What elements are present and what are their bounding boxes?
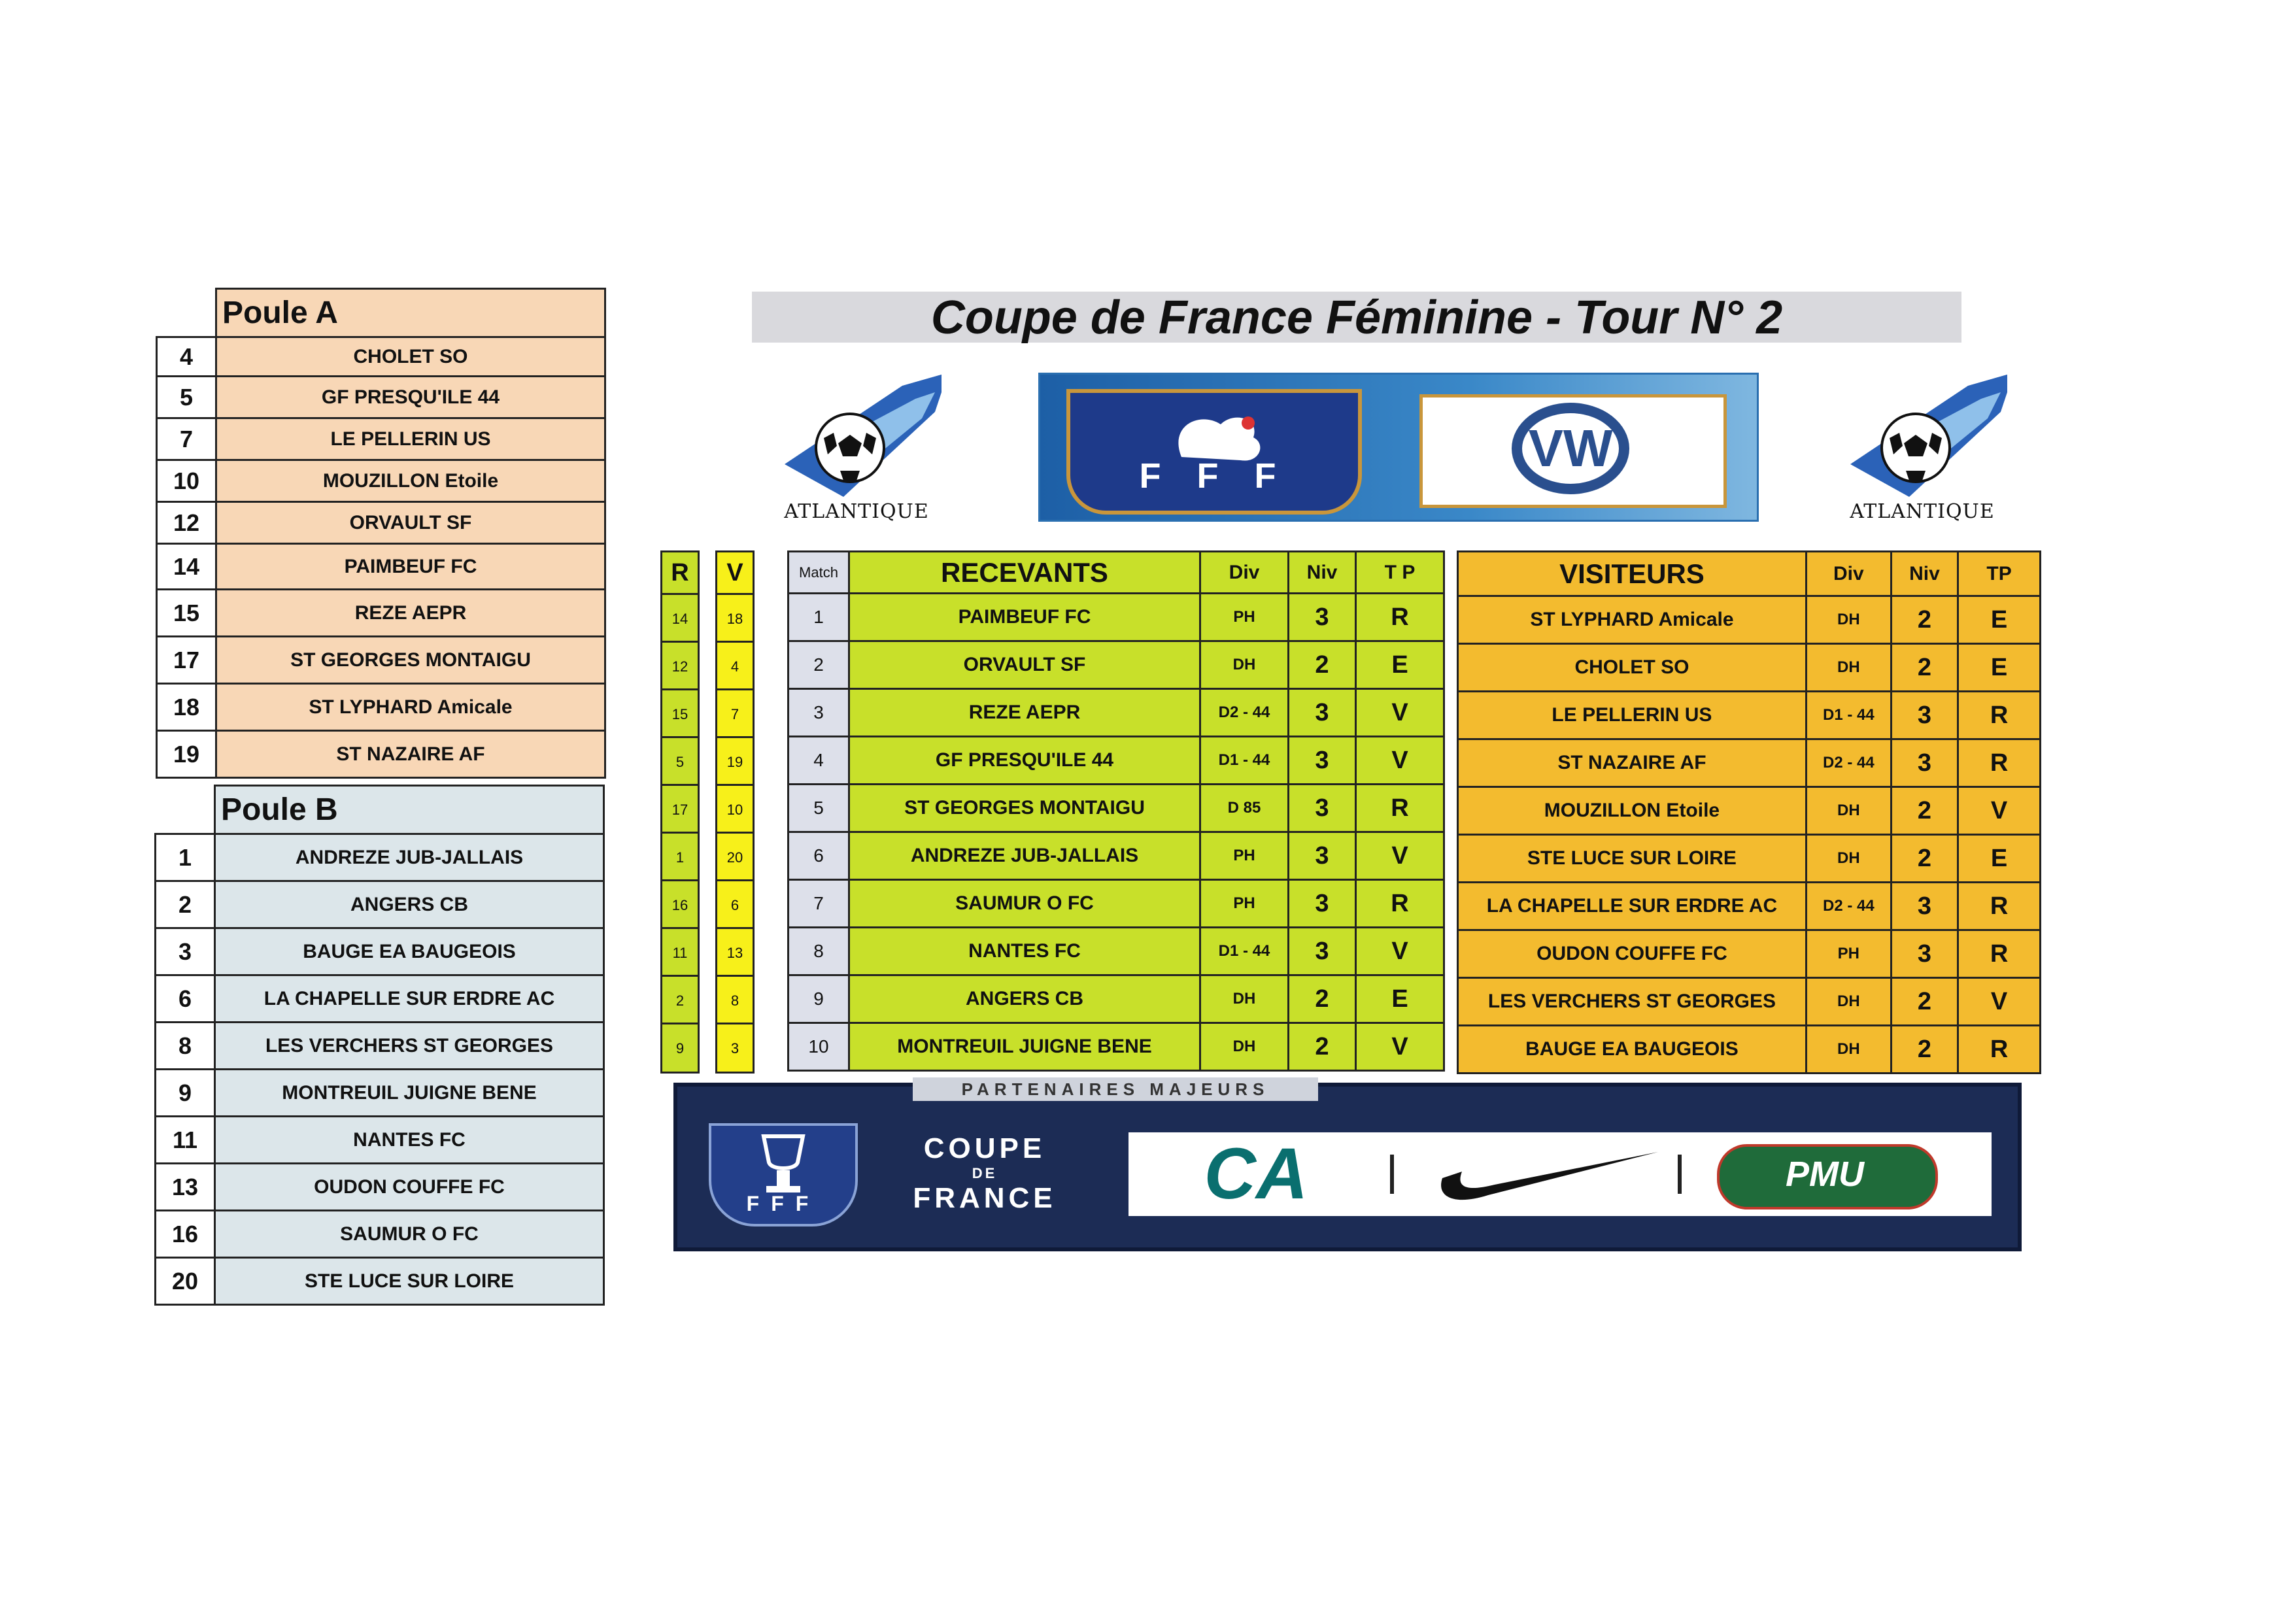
home-tp: V [1356, 928, 1444, 975]
poule-row [157, 637, 605, 684]
niv-header: Niv [1891, 552, 1958, 596]
poule-team-st-nazaire-af: ST NAZAIRE AF [216, 731, 605, 778]
away-team-la-chapelle-sur-erdre-ac: LA CHAPELLE SUR ERDRE AC [1458, 883, 1807, 930]
div-header: Div [1200, 552, 1289, 594]
poule-team-la-chapelle-sur-erdre-ac: LA CHAPELLE SUR ERDRE AC [215, 975, 604, 1023]
away-niv: 3 [1891, 930, 1958, 978]
away-niv: 2 [1891, 644, 1958, 692]
match-row [789, 928, 1444, 975]
r-column-header: R [671, 559, 689, 586]
away-team-les-verchers-st-georges: LES VERCHERS ST GEORGES [1458, 978, 1807, 1026]
poule-number: 13 [156, 1164, 215, 1211]
v-column-cell: 10 [717, 784, 753, 834]
partners-banner [673, 1079, 2022, 1251]
v-column-cell: 4 [717, 641, 753, 690]
v-column-cell: 19 [717, 736, 753, 786]
v-column-cell: 8 [717, 975, 753, 1024]
r-column-cell: 1 [662, 832, 698, 881]
poule-row [157, 460, 605, 502]
away-div: DH [1806, 596, 1891, 644]
home-team-st-georges-montaigu: ST GEORGES MONTAIGU [849, 785, 1200, 832]
poule-team-les-verchers-st-georges: LES VERCHERS ST GEORGES [215, 1023, 604, 1070]
away-div: DH [1806, 835, 1891, 883]
vw-icon: VW [1512, 403, 1629, 494]
home-div: DH [1200, 1023, 1289, 1071]
poule-row [157, 590, 605, 637]
home-tp: R [1356, 880, 1444, 928]
atlantique-label: ATLANTIQUE [784, 500, 929, 523]
cdf-shield-text: FFF [746, 1192, 821, 1215]
blank-cell [156, 786, 215, 834]
poule-row [157, 684, 605, 731]
match-number: 5 [789, 785, 849, 832]
home-niv: 3 [1289, 689, 1356, 737]
home-tp: V [1356, 737, 1444, 785]
match-number: 1 [789, 594, 849, 641]
poule-number: 3 [156, 928, 215, 975]
home-div: D1 - 44 [1200, 928, 1289, 975]
poule-team-st-georges-montaigu: ST GEORGES MONTAIGU [216, 637, 605, 684]
poule-team-bauge-ea-baugeois: BAUGE EA BAUGEOIS [215, 928, 604, 975]
sponsor-strip [1129, 1132, 1992, 1216]
home-team-nantes-fc: NANTES FC [849, 928, 1200, 975]
home-team-reze-aepr: REZE AEPR [849, 689, 1200, 737]
away-team-st-nazaire-af: ST NAZAIRE AF [1458, 739, 1807, 787]
away-team-cholet-so: CHOLET SO [1458, 644, 1807, 692]
v-column-header: V [726, 559, 743, 586]
poule-number: 14 [157, 544, 216, 590]
match-number: 8 [789, 928, 849, 975]
poule-number: 10 [157, 460, 216, 502]
home-niv: 3 [1289, 832, 1356, 880]
visitor-row [1458, 739, 2041, 787]
poule-number: 20 [156, 1258, 215, 1305]
poule-number: 18 [157, 684, 216, 731]
match-row [789, 689, 1444, 737]
separator [1390, 1155, 1394, 1194]
v-column-cell: 13 [717, 927, 753, 977]
partners-label: PARTENAIRES MAJEURS [913, 1077, 1318, 1101]
away-tp: R [1958, 930, 2041, 978]
match-row [789, 785, 1444, 832]
match-number: 6 [789, 832, 849, 880]
home-niv: 2 [1289, 1023, 1356, 1071]
home-tp: V [1356, 689, 1444, 737]
away-div: D2 - 44 [1806, 883, 1891, 930]
away-tp: R [1958, 739, 2041, 787]
home-div: D2 - 44 [1200, 689, 1289, 737]
home-niv: 3 [1289, 785, 1356, 832]
r-column [660, 550, 700, 1074]
ball-logo-icon [772, 373, 942, 497]
atlantique-logo-left [772, 373, 942, 523]
home-team-montreuil-juigne-bene: MONTREUIL JUIGNE BENE [849, 1023, 1200, 1071]
blank-cell [157, 289, 216, 337]
home-niv: 3 [1289, 594, 1356, 641]
poule-row [157, 377, 605, 418]
match-row [789, 1023, 1444, 1071]
visiteurs-header: VISITEURS [1458, 552, 1807, 596]
div-header: Div [1806, 552, 1891, 596]
tp-header: TP [1958, 552, 2041, 596]
poule-number: 4 [157, 337, 216, 377]
trophy-icon [711, 1130, 855, 1202]
v-column-cell: 18 [717, 593, 753, 643]
poule-row [157, 337, 605, 377]
poule-number: 9 [156, 1070, 215, 1117]
away-niv: 2 [1891, 596, 1958, 644]
poule-team-angers-cb: ANGERS CB [215, 881, 604, 928]
home-div: PH [1200, 832, 1289, 880]
fff-logo [1066, 389, 1362, 515]
v-column-cell: 3 [717, 1023, 753, 1072]
swoosh-icon [1429, 1132, 1665, 1216]
poule-number: 17 [157, 637, 216, 684]
poule-team-le-pellerin-us: LE PELLERIN US [216, 418, 605, 460]
poule-b-table [154, 785, 605, 1306]
away-tp: E [1958, 596, 2041, 644]
home-niv: 3 [1289, 928, 1356, 975]
r-column-cell: 14 [662, 593, 698, 643]
poule-row [156, 834, 604, 881]
home-div: DH [1200, 975, 1289, 1023]
r-column-cell: 15 [662, 688, 698, 738]
niv-header: Niv [1289, 552, 1356, 594]
home-team-paimbeuf-fc: PAIMBEUF FC [849, 594, 1200, 641]
home-niv: 3 [1289, 880, 1356, 928]
match-row [789, 880, 1444, 928]
away-niv: 3 [1891, 692, 1958, 739]
home-team-andreze-jub-jallais: ANDREZE JUB-JALLAIS [849, 832, 1200, 880]
home-tp: R [1356, 594, 1444, 641]
visitor-row [1458, 644, 2041, 692]
poule-number: 2 [156, 881, 215, 928]
poule-row [156, 1164, 604, 1211]
match-header: Match [789, 552, 849, 594]
r-column-cell: 5 [662, 736, 698, 786]
poule-row [157, 731, 605, 778]
away-niv: 3 [1891, 883, 1958, 930]
match-row [789, 737, 1444, 785]
poule-team-andreze-jub-jallais: ANDREZE JUB-JALLAIS [215, 834, 604, 881]
visitor-row [1458, 596, 2041, 644]
poule-team-cholet-so: CHOLET SO [216, 337, 605, 377]
away-niv: 2 [1891, 835, 1958, 883]
match-number: 2 [789, 641, 849, 689]
cdf-line1: COUPE [923, 1132, 1046, 1164]
home-niv: 3 [1289, 737, 1356, 785]
poule-team-montreuil-juigne-bene: MONTREUIL JUIGNE BENE [215, 1070, 604, 1117]
match-row [789, 594, 1444, 641]
home-niv: 2 [1289, 975, 1356, 1023]
poule-team-ste-luce-sur-loire: STE LUCE SUR LOIRE [215, 1258, 604, 1305]
home-team-gf-presqu-ile-44: GF PRESQU'ILE 44 [849, 737, 1200, 785]
home-team-saumur-o-fc: SAUMUR O FC [849, 880, 1200, 928]
poule-row [156, 881, 604, 928]
pmu-logo: PMU [1717, 1132, 1933, 1216]
r-column-cell: 16 [662, 879, 698, 929]
r-column-cell: 12 [662, 641, 698, 690]
away-team-mouzillon-etoile: MOUZILLON Etoile [1458, 787, 1807, 835]
recevants-header: RECEVANTS [849, 552, 1200, 594]
visiteurs-table [1457, 550, 2041, 1074]
nike-logo [1429, 1132, 1665, 1216]
cdf-line2: DE [972, 1165, 998, 1181]
home-tp: E [1356, 641, 1444, 689]
vw-logo [1419, 394, 1727, 508]
poule-row [156, 1258, 604, 1305]
r-column-cell: 17 [662, 784, 698, 834]
home-tp: V [1356, 1023, 1444, 1071]
home-tp: E [1356, 975, 1444, 1023]
poule-b-title: Poule B [215, 786, 604, 834]
visitor-row [1458, 1026, 2041, 1074]
match-row [789, 975, 1444, 1023]
poule-row [157, 418, 605, 460]
home-team-angers-cb: ANGERS CB [849, 975, 1200, 1023]
away-team-oudon-couffe-fc: OUDON COUFFE FC [1458, 930, 1807, 978]
away-team-ste-luce-sur-loire: STE LUCE SUR LOIRE [1458, 835, 1807, 883]
r-column-cell: 2 [662, 975, 698, 1024]
poule-row [156, 1023, 604, 1070]
away-div: DH [1806, 644, 1891, 692]
tp-header: T P [1356, 552, 1444, 594]
away-tp: R [1958, 883, 2041, 930]
coupe-de-france-logo [709, 1123, 858, 1226]
r-column-cell: 9 [662, 1023, 698, 1072]
away-div: DH [1806, 1026, 1891, 1074]
away-div: D1 - 44 [1806, 692, 1891, 739]
atlantique-logo-right [1837, 373, 2007, 523]
poule-row [156, 1211, 604, 1258]
poule-team-gf-presqu-ile-44: GF PRESQU'ILE 44 [216, 377, 605, 418]
away-tp: R [1958, 1026, 2041, 1074]
away-tp: E [1958, 835, 2041, 883]
page-title: Coupe de France Féminine - Tour N° 2 [930, 292, 1783, 344]
home-div: PH [1200, 594, 1289, 641]
match-row [789, 641, 1444, 689]
poule-team-saumur-o-fc: SAUMUR O FC [215, 1211, 604, 1258]
match-number: 10 [789, 1023, 849, 1071]
home-div: DH [1200, 641, 1289, 689]
match-number: 4 [789, 737, 849, 785]
poule-row [156, 975, 604, 1023]
poule-row [156, 1117, 604, 1164]
fff-vw-banner [1038, 373, 1759, 522]
home-tp: V [1356, 832, 1444, 880]
match-row [789, 832, 1444, 880]
home-div: PH [1200, 880, 1289, 928]
poule-number: 12 [157, 502, 216, 544]
poule-number: 16 [156, 1211, 215, 1258]
poule-team-nantes-fc: NANTES FC [215, 1117, 604, 1164]
credit-agricole-logo: CA [1204, 1134, 1308, 1214]
away-div: D2 - 44 [1806, 739, 1891, 787]
away-niv: 3 [1891, 739, 1958, 787]
v-column-cell: 6 [717, 879, 753, 929]
away-tp: V [1958, 787, 2041, 835]
match-number: 3 [789, 689, 849, 737]
v-column-cell: 20 [717, 832, 753, 881]
poule-number: 6 [156, 975, 215, 1023]
poule-team-mouzillon-etoile: MOUZILLON Etoile [216, 460, 605, 502]
r-column-cell: 11 [662, 927, 698, 977]
v-column [715, 550, 755, 1074]
poule-team-oudon-couffe-fc: OUDON COUFFE FC [215, 1164, 604, 1211]
away-tp: E [1958, 644, 2041, 692]
poule-row [157, 544, 605, 590]
home-div: D 85 [1200, 785, 1289, 832]
poule-row [156, 1070, 604, 1117]
poule-number: 7 [157, 418, 216, 460]
match-number: 9 [789, 975, 849, 1023]
visitor-row [1458, 787, 2041, 835]
cdf-line3: FRANCE [913, 1182, 1057, 1214]
title-bar [752, 292, 1961, 343]
visitor-row [1458, 883, 2041, 930]
poule-number: 15 [157, 590, 216, 637]
away-niv: 2 [1891, 787, 1958, 835]
coupe-de-france-text [887, 1132, 1083, 1215]
away-tp: V [1958, 978, 2041, 1026]
away-niv: 2 [1891, 978, 1958, 1026]
home-div: D1 - 44 [1200, 737, 1289, 785]
home-tp: R [1356, 785, 1444, 832]
visitor-row [1458, 692, 2041, 739]
away-div: PH [1806, 930, 1891, 978]
ball-logo-icon [1837, 373, 2007, 497]
away-team-bauge-ea-baugeois: BAUGE EA BAUGEOIS [1458, 1026, 1807, 1074]
away-div: DH [1806, 787, 1891, 835]
visitor-row [1458, 930, 2041, 978]
poule-a-table [156, 288, 606, 779]
home-niv: 2 [1289, 641, 1356, 689]
poule-number: 1 [156, 834, 215, 881]
fff-label: F F F [1139, 456, 1289, 496]
visitor-row [1458, 978, 2041, 1026]
poule-row [156, 928, 604, 975]
poule-team-st-lyphard-amicale: ST LYPHARD Amicale [216, 684, 605, 731]
poule-number: 19 [157, 731, 216, 778]
poule-row [157, 502, 605, 544]
away-niv: 2 [1891, 1026, 1958, 1074]
poule-team-orvault-sf: ORVAULT SF [216, 502, 605, 544]
poule-a-title: Poule A [216, 289, 605, 337]
visitor-row [1458, 835, 2041, 883]
away-div: DH [1806, 978, 1891, 1026]
away-tp: R [1958, 692, 2041, 739]
away-team-st-lyphard-amicale: ST LYPHARD Amicale [1458, 596, 1807, 644]
away-team-le-pellerin-us: LE PELLERIN US [1458, 692, 1807, 739]
poule-number: 8 [156, 1023, 215, 1070]
separator [1678, 1155, 1682, 1194]
recevants-table [787, 550, 1445, 1072]
poule-number: 5 [157, 377, 216, 418]
v-column-cell: 7 [717, 688, 753, 738]
home-team-orvault-sf: ORVAULT SF [849, 641, 1200, 689]
atlantique-label: ATLANTIQUE [1850, 500, 1995, 523]
poule-team-reze-aepr: REZE AEPR [216, 590, 605, 637]
match-number: 7 [789, 880, 849, 928]
poule-team-paimbeuf-fc: PAIMBEUF FC [216, 544, 605, 590]
poule-number: 11 [156, 1117, 215, 1164]
